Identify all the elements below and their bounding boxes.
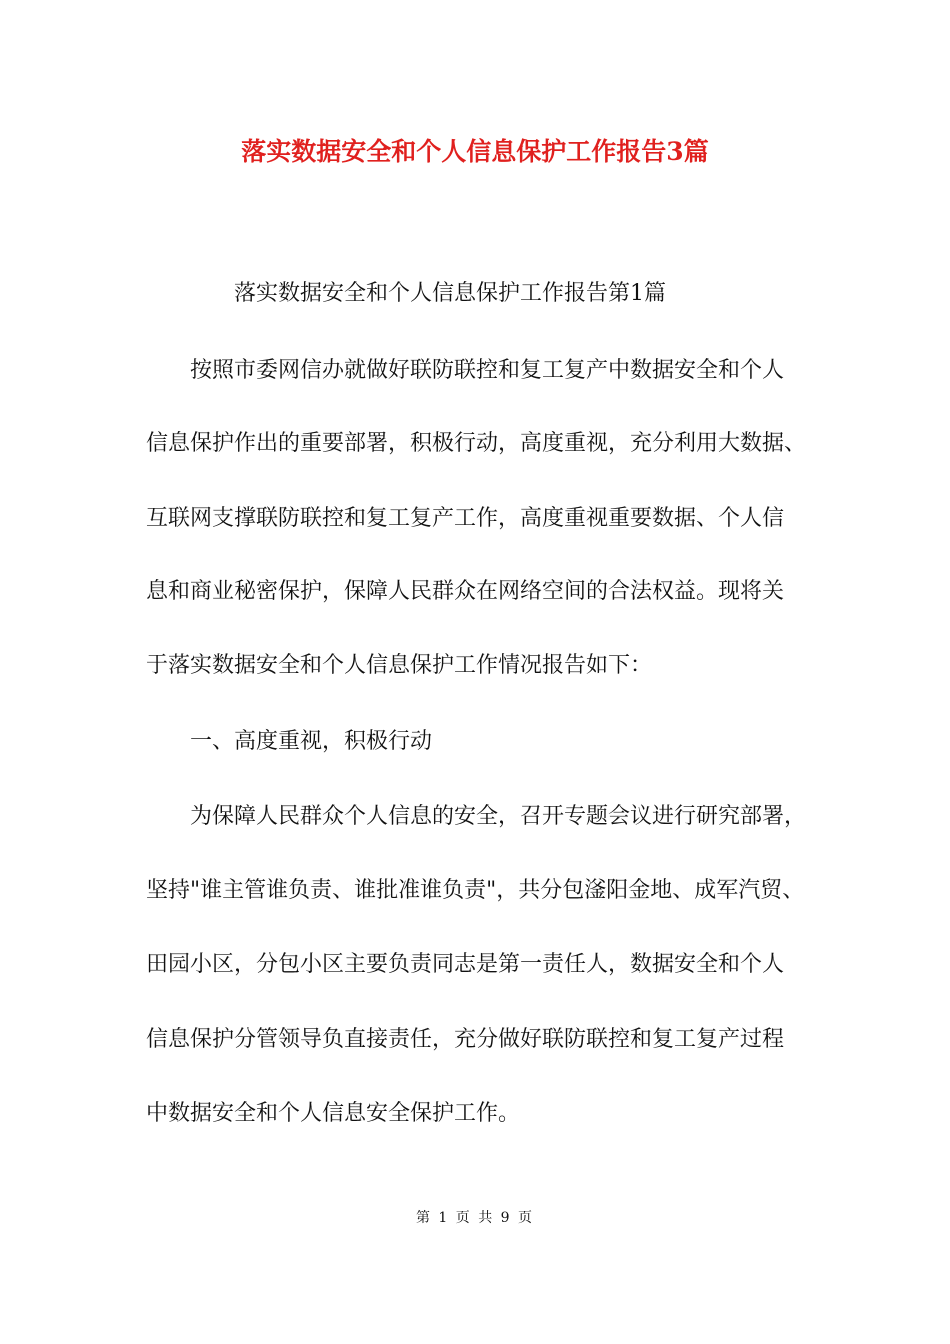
paragraph-line: 信息保护作出的重要部署，积极行动，高度重视，充分利用大数据、	[146, 431, 807, 456]
section-subtitle: 落实数据安全和个人信息保护工作报告第1篇	[234, 281, 666, 306]
paragraph-line: 中数据安全和个人信息安全保护工作。	[146, 1101, 521, 1126]
page-footer: 第 1 页 共 9 页	[415, 1210, 535, 1226]
paragraph-line: 于落实数据安全和个人信息保护工作情况报告如下：	[146, 653, 653, 678]
paragraph-line: 为保障人民群众个人信息的安全，召开专题会议进行研究部署，	[190, 804, 807, 829]
section-heading: 一、高度重视，积极行动	[190, 729, 433, 754]
paragraph-line: 互联网支撑联防联控和复工复产工作，高度重视重要数据、个人信	[146, 506, 785, 531]
paragraph-line: 信息保护分管领导负直接责任，充分做好联防联控和复工复产过程	[146, 1027, 785, 1052]
paragraph-line: 坚持"谁主管谁负责、谁批准谁负责"，共分包滏阳金地、成军汽贸、	[146, 878, 805, 903]
paragraph-line: 田园小区，分包小区主要负责同志是第一责任人，数据安全和个人	[146, 952, 785, 977]
paragraph-line: 息和商业秘密保护，保障人民群众在网络空间的合法权益。现将关	[146, 579, 785, 604]
paragraph-line: 按照市委网信办就做好联防联控和复工复产中数据安全和个人	[190, 358, 785, 383]
document-title: 落实数据安全和个人信息保护工作报告3篇	[241, 137, 709, 166]
